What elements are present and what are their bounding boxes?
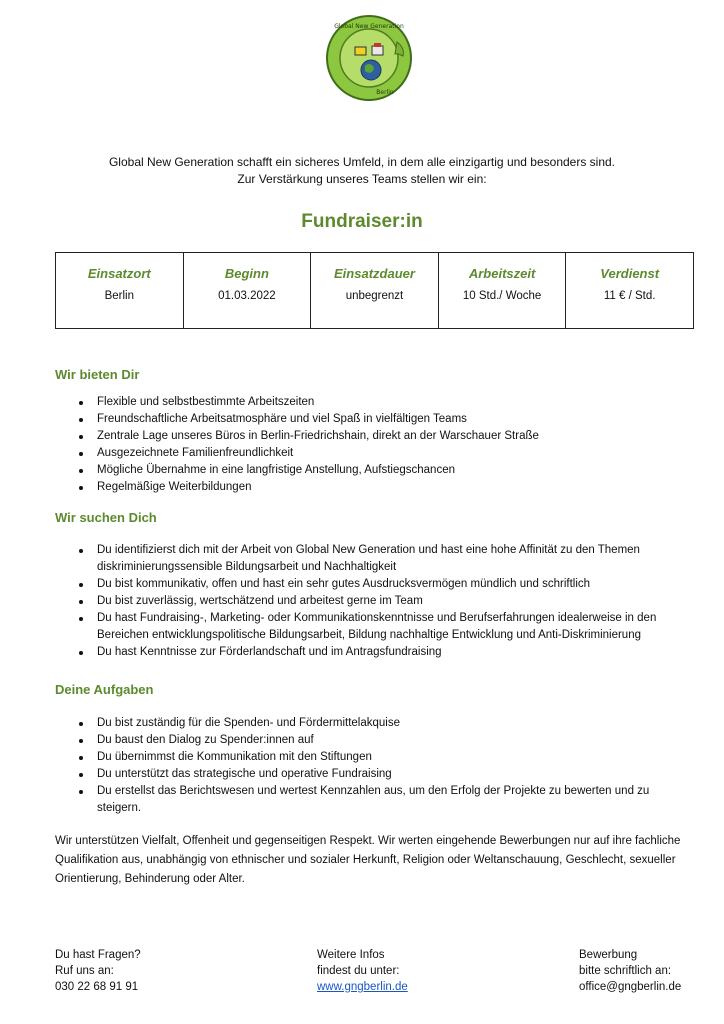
list-item: Mögliche Übernahme in eine langfristige Anstellung, Aufstiegschancen — [55, 462, 695, 479]
intro-line-2: Zur Verstärkung unseres Teams stellen wir ein: — [237, 172, 487, 186]
list-item: Du baust den Dialog zu Spender:innen auf — [55, 732, 695, 749]
tasks-heading: Deine Aufgaben — [55, 682, 154, 697]
footer-text: Bewerbung — [579, 949, 638, 961]
tasks-list — [55, 715, 695, 817]
fact-cell-hours — [438, 253, 566, 329]
footer-text: Du hast Fragen? — [55, 949, 141, 961]
job-title: Fundraiser:in — [301, 211, 423, 232]
list-item: Freundschaftliche Arbeitsatmosphäre und viel Spaß in vielfältigen Teams — [55, 411, 695, 428]
job-facts-table — [55, 252, 694, 329]
list-item: Du übernimmst die Kommunikation mit den Stiftungen — [55, 749, 695, 766]
fact-value: 10 Std./ Woche — [462, 290, 542, 302]
list-item: Regelmäßige Weiterbildungen — [55, 479, 695, 496]
svg-text:Global New Generation: Global New Generation — [334, 23, 404, 30]
fact-cell-pay — [566, 253, 694, 329]
seek-list — [55, 542, 695, 661]
list-item: Du bist zuverlässig, wertschätzend und arbeitest gerne im Team — [55, 593, 695, 610]
footer-text: bitte schriftlich an: — [579, 965, 672, 977]
offer-heading: Wir bieten Dir — [55, 367, 140, 382]
list-item: Ausgezeichnete Familienfreundlichkeit — [55, 445, 695, 462]
list-item: Zentrale Lage unseres Büros in Berlin-Friedrichshain, direkt an der Warschauer Straße — [55, 428, 695, 445]
list-item: Du erstellst das Berichtswesen und wertest Kennzahlen aus, um den Erfolg der Projekte zu bewerten und zu steigern. — [55, 783, 695, 817]
list-item: Du hast Fundraising-, Marketing- oder Kommunikationskenntnisse und Berufserfahrungen idealerweise in den Bereichen entwicklungspolitische Bildungsarbeit, Bildung nachhaltige Entwicklung und Anti-Diskriminierung — [55, 610, 695, 644]
footer-apply — [579, 947, 681, 995]
fact-label: Arbeitszeit — [468, 266, 536, 281]
list-item: Du bist kommunikativ, offen und hast ein sehr gutes Ausdrucksvermögen mündlich und schriftlich — [55, 576, 695, 593]
intro-line-1: Global New Generation schafft ein sicheres Umfeld, in dem alle einzigartig und besonders sind. — [108, 155, 616, 169]
fact-value: Berlin — [104, 290, 134, 302]
footer-text: findest du unter: — [317, 965, 400, 977]
footer-text: Weitere Infos — [317, 949, 385, 961]
fact-value: unbegrenzt — [345, 290, 404, 302]
phone-number: 030 22 68 91 91 — [55, 981, 139, 993]
footer-contact — [55, 947, 141, 995]
email-address: office@gngberlin.de — [579, 981, 682, 993]
offer-list — [55, 394, 695, 496]
seek-heading: Wir suchen Dich — [55, 510, 157, 525]
fact-value: 11 € / Std. — [603, 290, 656, 302]
fact-value: 01.03.2022 — [218, 290, 276, 302]
closing-paragraph: Wir unterstützen Vielfalt, Offenheit und gegenseitigen Respekt. Wir werten eingehende Bewerbungen nur auf ihre fachliche Qualifikation aus, unabhängig von ethnischer und sozialer Herkunft, Religion oder Weltanschauung, Geschlecht, sexueller Orientierung, Behinderung oder Alter. — [55, 835, 681, 885]
fact-cell-duration — [311, 253, 439, 329]
fact-cell-start — [183, 253, 311, 329]
fact-label: Einsatzort — [87, 266, 151, 281]
fact-label: Beginn — [224, 266, 269, 281]
list-item: Du hast Kenntnisse zur Förderlandschaft und im Antragsfundraising — [55, 644, 695, 661]
fact-label: Verdienst — [600, 266, 660, 281]
list-item: Du unterstützt das strategische und operative Fundraising — [55, 766, 695, 783]
svg-text:Berlin: Berlin — [376, 89, 394, 96]
website-link[interactable]: www.gngberlin.de — [317, 981, 408, 993]
list-item: Du identifizierst dich mit der Arbeit von Global New Generation und hast eine hohe Affinität zu den Themen diskriminierungssensible Bildungsarbeit und Nachhaltigkeit — [55, 542, 695, 576]
fact-label: Einsatzdauer — [334, 266, 415, 281]
globe-puzzle-logo — [325, 14, 413, 102]
footer-info — [317, 947, 408, 995]
fact-cell-location — [56, 253, 184, 329]
list-item: Flexible und selbstbestimmte Arbeitszeiten — [55, 394, 695, 411]
footer-text: Ruf uns an: — [55, 965, 114, 977]
list-item: Du bist zuständig für die Spenden- und Fördermittelakquise — [55, 715, 695, 732]
